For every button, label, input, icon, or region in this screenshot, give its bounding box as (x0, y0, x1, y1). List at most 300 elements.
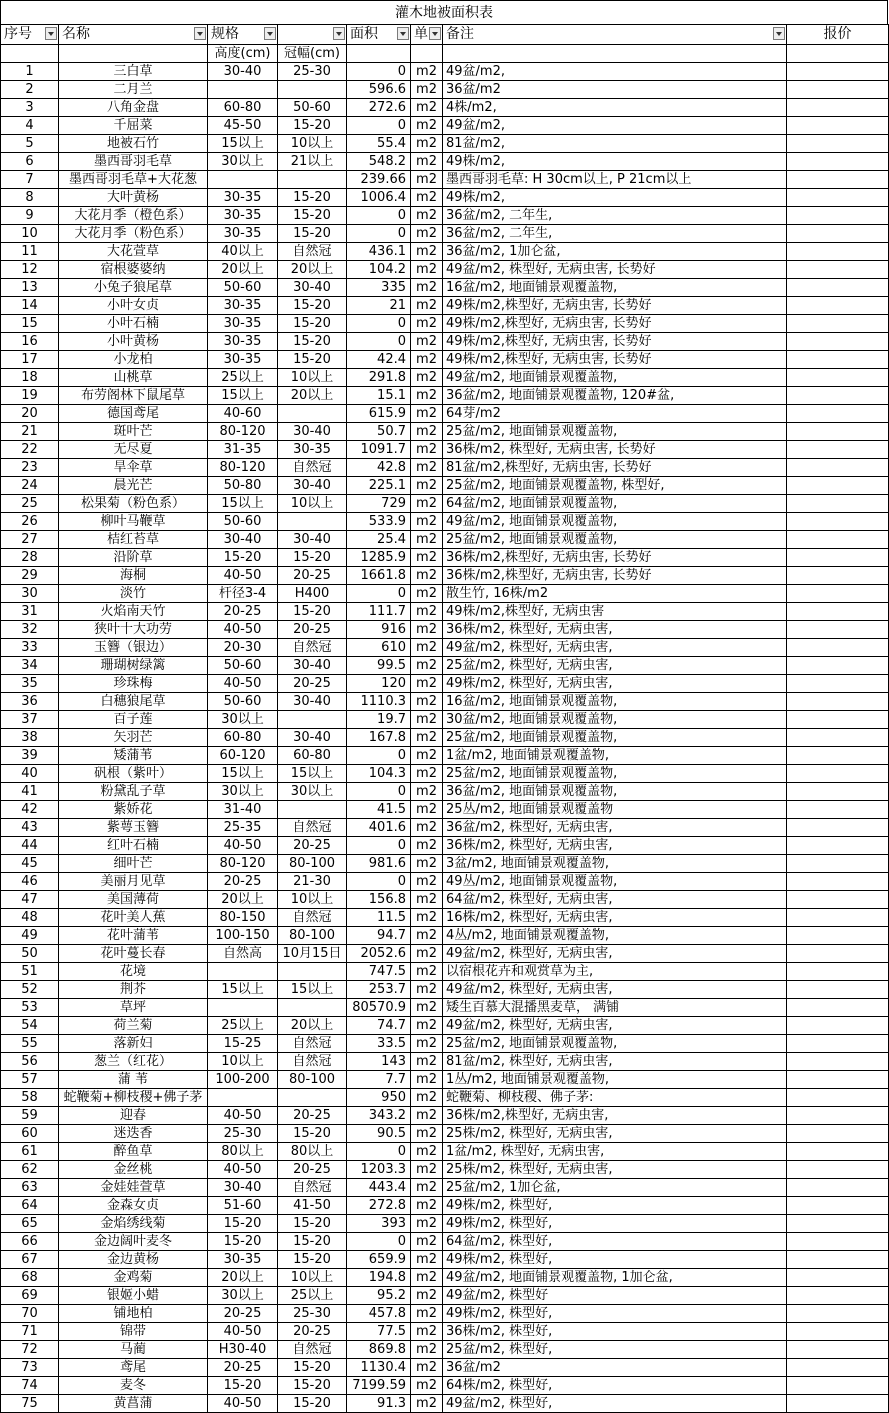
price-cell[interactable] (787, 207, 889, 225)
height-cell[interactable]: 30-35 (208, 333, 278, 351)
price-cell[interactable] (787, 1377, 889, 1395)
area-cell[interactable]: 1203.3 (347, 1161, 411, 1179)
note-cell[interactable]: 81盆/m2,株型好, 无病虫害, 长势好 (443, 459, 787, 477)
crown-cell[interactable]: 10以上 (278, 1269, 347, 1287)
name-cell[interactable]: 黄菖蒲 (59, 1395, 208, 1413)
note-cell[interactable]: 4丛/m2, 地面铺景观覆盖物, (443, 927, 787, 945)
height-cell[interactable]: 50-60 (208, 657, 278, 675)
name-cell[interactable]: 银姬小蜡 (59, 1287, 208, 1305)
height-cell[interactable]: 40-50 (208, 621, 278, 639)
area-cell[interactable]: 0 (347, 837, 411, 855)
crown-cell[interactable]: 15-20 (278, 225, 347, 243)
height-cell[interactable]: 30-35 (208, 297, 278, 315)
note-cell[interactable]: 36盆/m2, 地面铺景观覆盖物, 120#盆, (443, 387, 787, 405)
name-cell[interactable]: 金鸡菊 (59, 1269, 208, 1287)
name-cell[interactable]: 紫娇花 (59, 801, 208, 819)
seq-cell[interactable]: 17 (1, 351, 59, 369)
height-cell[interactable]: 30以上 (208, 1287, 278, 1305)
price-cell[interactable] (787, 513, 889, 531)
name-cell[interactable]: 小叶石楠 (59, 315, 208, 333)
height-cell[interactable]: 15-20 (208, 549, 278, 567)
unit-cell[interactable]: m2 (411, 351, 443, 369)
area-cell[interactable]: 457.8 (347, 1305, 411, 1323)
note-cell[interactable]: 36株/m2, 株型好, (443, 1323, 787, 1341)
name-cell[interactable]: 落新妇 (59, 1035, 208, 1053)
seq-cell[interactable]: 38 (1, 729, 59, 747)
area-cell[interactable]: 7.7 (347, 1071, 411, 1089)
price-cell[interactable] (787, 279, 889, 297)
height-cell[interactable]: 80以上 (208, 1143, 278, 1161)
name-cell[interactable]: 细叶芒 (59, 855, 208, 873)
unit-cell[interactable]: m2 (411, 1017, 443, 1035)
price-cell[interactable] (787, 945, 889, 963)
height-cell[interactable]: 25以上 (208, 369, 278, 387)
price-cell[interactable] (787, 1089, 889, 1107)
crown-cell[interactable]: 80-100 (278, 927, 347, 945)
unit-cell[interactable]: m2 (411, 1197, 443, 1215)
height-cell[interactable]: 10以上 (208, 1053, 278, 1071)
area-cell[interactable]: 143 (347, 1053, 411, 1071)
price-cell[interactable] (787, 603, 889, 621)
height-cell[interactable]: 25以上 (208, 1017, 278, 1035)
height-cell[interactable]: 50-60 (208, 513, 278, 531)
price-cell[interactable] (787, 477, 889, 495)
note-cell[interactable]: 25盆/m2, 地面铺景观覆盖物, (443, 765, 787, 783)
area-cell[interactable]: 1110.3 (347, 693, 411, 711)
note-cell[interactable]: 16盆/m2, 地面铺景观覆盖物, (443, 693, 787, 711)
height-cell[interactable]: 30-35 (208, 225, 278, 243)
price-cell[interactable] (787, 1125, 889, 1143)
area-cell[interactable]: 0 (347, 207, 411, 225)
height-cell[interactable]: 30-40 (208, 63, 278, 81)
area-cell[interactable]: 272.8 (347, 1197, 411, 1215)
header-spec[interactable] (208, 25, 278, 45)
height-cell[interactable]: 30-35 (208, 315, 278, 333)
unit-cell[interactable]: m2 (411, 1359, 443, 1377)
unit-cell[interactable]: m2 (411, 873, 443, 891)
price-cell[interactable] (787, 351, 889, 369)
crown-cell[interactable]: 60-80 (278, 747, 347, 765)
height-cell[interactable]: 45-50 (208, 117, 278, 135)
area-cell[interactable]: 94.7 (347, 927, 411, 945)
note-cell[interactable]: 30盆/m2, 地面铺景观覆盖物, (443, 711, 787, 729)
name-cell[interactable]: 紫萼玉簪 (59, 819, 208, 837)
crown-cell[interactable]: 10以上 (278, 135, 347, 153)
height-cell[interactable]: 15以上 (208, 495, 278, 513)
seq-cell[interactable]: 3 (1, 99, 59, 117)
unit-cell[interactable]: m2 (411, 783, 443, 801)
price-cell[interactable] (787, 693, 889, 711)
unit-cell[interactable]: m2 (411, 1107, 443, 1125)
crown-cell[interactable]: 30-40 (278, 693, 347, 711)
seq-cell[interactable]: 31 (1, 603, 59, 621)
unit-cell[interactable]: m2 (411, 1377, 443, 1395)
seq-cell[interactable]: 65 (1, 1215, 59, 1233)
unit-cell[interactable]: m2 (411, 1395, 443, 1413)
area-cell[interactable]: 99.5 (347, 657, 411, 675)
unit-cell[interactable]: m2 (411, 1143, 443, 1161)
name-cell[interactable]: 花叶蒲苇 (59, 927, 208, 945)
name-cell[interactable]: 墨西哥羽毛草+大花葱 (59, 171, 208, 189)
price-cell[interactable] (787, 999, 889, 1017)
area-cell[interactable]: 15.1 (347, 387, 411, 405)
note-cell[interactable]: 49盆/m2, 株型好, 无病虫害, (443, 1017, 787, 1035)
note-cell[interactable]: 1盆/m2, 株型好, 无病虫害, (443, 1143, 787, 1161)
height-cell[interactable]: 51-60 (208, 1197, 278, 1215)
seq-cell[interactable]: 71 (1, 1323, 59, 1341)
note-cell[interactable]: 36盆/m2, 地面铺景观覆盖物, (443, 783, 787, 801)
height-cell[interactable]: 30以上 (208, 711, 278, 729)
seq-cell[interactable]: 28 (1, 549, 59, 567)
note-cell[interactable]: 49盆/m2, 株型好, 无病虫害, (443, 945, 787, 963)
seq-cell[interactable]: 61 (1, 1143, 59, 1161)
name-cell[interactable]: 桔红苔草 (59, 531, 208, 549)
note-cell[interactable]: 81盆/m2, (443, 135, 787, 153)
crown-cell[interactable]: 20-25 (278, 837, 347, 855)
note-cell[interactable]: 49丛/m2, 地面铺景观覆盖物, (443, 873, 787, 891)
height-cell[interactable]: 80-120 (208, 459, 278, 477)
seq-cell[interactable]: 11 (1, 243, 59, 261)
name-cell[interactable]: 锦带 (59, 1323, 208, 1341)
area-cell[interactable]: 42.4 (347, 351, 411, 369)
area-cell[interactable]: 291.8 (347, 369, 411, 387)
note-cell[interactable]: 49株/m2, 株型好, (443, 1251, 787, 1269)
height-cell[interactable]: 60-80 (208, 729, 278, 747)
unit-cell[interactable]: m2 (411, 909, 443, 927)
crown-cell[interactable]: 21以上 (278, 153, 347, 171)
price-cell[interactable] (787, 747, 889, 765)
area-cell[interactable]: 41.5 (347, 801, 411, 819)
area-cell[interactable]: 19.7 (347, 711, 411, 729)
crown-cell[interactable]: 80以上 (278, 1143, 347, 1161)
crown-cell[interactable]: 15-20 (278, 1215, 347, 1233)
crown-cell[interactable]: 15-20 (278, 1377, 347, 1395)
name-cell[interactable]: 珍珠梅 (59, 675, 208, 693)
name-cell[interactable]: 美丽月见草 (59, 873, 208, 891)
seq-cell[interactable]: 16 (1, 333, 59, 351)
unit-cell[interactable]: m2 (411, 1305, 443, 1323)
note-cell[interactable]: 49株/m2, 株型好, (443, 1305, 787, 1323)
seq-cell[interactable]: 51 (1, 963, 59, 981)
area-cell[interactable]: 335 (347, 279, 411, 297)
name-cell[interactable]: 醉鱼草 (59, 1143, 208, 1161)
unit-cell[interactable]: m2 (411, 657, 443, 675)
seq-cell[interactable]: 23 (1, 459, 59, 477)
crown-cell[interactable]: 21-30 (278, 873, 347, 891)
height-cell[interactable]: 30-40 (208, 531, 278, 549)
name-cell[interactable]: 山桃草 (59, 369, 208, 387)
crown-cell[interactable]: 15-20 (278, 351, 347, 369)
area-cell[interactable]: 1285.9 (347, 549, 411, 567)
seq-cell[interactable]: 8 (1, 189, 59, 207)
unit-cell[interactable]: m2 (411, 1161, 443, 1179)
crown-cell[interactable]: 10月15日 (278, 945, 347, 963)
area-cell[interactable]: 401.6 (347, 819, 411, 837)
height-cell[interactable]: 31-40 (208, 801, 278, 819)
filter-dropdown-icon[interactable] (45, 27, 57, 40)
unit-cell[interactable]: m2 (411, 99, 443, 117)
subheader-empty[interactable] (787, 45, 889, 63)
seq-cell[interactable]: 57 (1, 1071, 59, 1089)
seq-cell[interactable]: 56 (1, 1053, 59, 1071)
height-cell[interactable]: 40-50 (208, 675, 278, 693)
area-cell[interactable]: 729 (347, 495, 411, 513)
seq-cell[interactable]: 73 (1, 1359, 59, 1377)
area-cell[interactable]: 981.6 (347, 855, 411, 873)
height-cell[interactable]: 20-25 (208, 1359, 278, 1377)
height-cell[interactable]: 15以上 (208, 981, 278, 999)
price-cell[interactable] (787, 1071, 889, 1089)
crown-cell[interactable]: 自然冠 (278, 243, 347, 261)
name-cell[interactable]: 白穗狼尾草 (59, 693, 208, 711)
price-cell[interactable] (787, 1341, 889, 1359)
seq-cell[interactable]: 49 (1, 927, 59, 945)
unit-cell[interactable]: m2 (411, 63, 443, 81)
name-cell[interactable]: 大花月季（橙色系） (59, 207, 208, 225)
price-cell[interactable] (787, 63, 889, 81)
name-cell[interactable]: 墨西哥羽毛草 (59, 153, 208, 171)
crown-cell[interactable]: 15-20 (278, 117, 347, 135)
name-cell[interactable]: 迷迭香 (59, 1125, 208, 1143)
area-cell[interactable]: 50.7 (347, 423, 411, 441)
note-cell[interactable]: 36株/m2,株型好, 无病虫害, (443, 1107, 787, 1125)
height-cell[interactable]: 40-50 (208, 1161, 278, 1179)
price-cell[interactable] (787, 765, 889, 783)
crown-cell[interactable]: 25以上 (278, 1287, 347, 1305)
price-cell[interactable] (787, 657, 889, 675)
area-cell[interactable]: 0 (347, 333, 411, 351)
area-cell[interactable]: 436.1 (347, 243, 411, 261)
crown-cell[interactable] (278, 405, 347, 423)
price-cell[interactable] (787, 1215, 889, 1233)
crown-cell[interactable] (278, 1089, 347, 1107)
subheader-crown[interactable]: 冠幅(cm) (278, 45, 347, 63)
seq-cell[interactable]: 4 (1, 117, 59, 135)
note-cell[interactable]: 36盆/m2, 株型好, 无病虫害, (443, 819, 787, 837)
name-cell[interactable]: 荷兰菊 (59, 1017, 208, 1035)
crown-cell[interactable]: 15以上 (278, 765, 347, 783)
unit-cell[interactable]: m2 (411, 711, 443, 729)
name-cell[interactable]: 马蔺 (59, 1341, 208, 1359)
seq-cell[interactable]: 41 (1, 783, 59, 801)
unit-cell[interactable]: m2 (411, 927, 443, 945)
height-cell[interactable]: 15-20 (208, 1215, 278, 1233)
area-cell[interactable]: 343.2 (347, 1107, 411, 1125)
unit-cell[interactable]: m2 (411, 243, 443, 261)
height-cell[interactable]: 自然高 (208, 945, 278, 963)
seq-cell[interactable]: 55 (1, 1035, 59, 1053)
note-cell[interactable]: 81盆/m2, 株型好, 无病虫害, (443, 1053, 787, 1071)
price-cell[interactable] (787, 387, 889, 405)
height-cell[interactable] (208, 81, 278, 99)
unit-cell[interactable]: m2 (411, 1323, 443, 1341)
area-cell[interactable]: 104.3 (347, 765, 411, 783)
seq-cell[interactable]: 19 (1, 387, 59, 405)
price-cell[interactable] (787, 225, 889, 243)
crown-cell[interactable]: 30-35 (278, 441, 347, 459)
height-cell[interactable]: 15以上 (208, 765, 278, 783)
seq-cell[interactable]: 64 (1, 1197, 59, 1215)
crown-cell[interactable]: 自然冠 (278, 909, 347, 927)
seq-cell[interactable]: 44 (1, 837, 59, 855)
unit-cell[interactable]: m2 (411, 297, 443, 315)
note-cell[interactable]: 36盆/m2, 1加仑盆, (443, 243, 787, 261)
note-cell[interactable]: 25盆/m2, 株型好, 无病虫害, (443, 657, 787, 675)
seq-cell[interactable]: 63 (1, 1179, 59, 1197)
seq-cell[interactable]: 42 (1, 801, 59, 819)
area-cell[interactable]: 0 (347, 783, 411, 801)
note-cell[interactable]: 64盆/m2, 株型好, 无病虫害, (443, 891, 787, 909)
crown-cell[interactable] (278, 81, 347, 99)
crown-cell[interactable]: 自然冠 (278, 639, 347, 657)
price-cell[interactable] (787, 1233, 889, 1251)
price-cell[interactable] (787, 405, 889, 423)
name-cell[interactable]: 蛇鞭菊+柳枝稷+佛子茅 (59, 1089, 208, 1107)
crown-cell[interactable]: 15-20 (278, 189, 347, 207)
seq-cell[interactable]: 18 (1, 369, 59, 387)
unit-cell[interactable]: m2 (411, 1287, 443, 1305)
unit-cell[interactable]: m2 (411, 801, 443, 819)
seq-cell[interactable]: 35 (1, 675, 59, 693)
name-cell[interactable]: 二月兰 (59, 81, 208, 99)
name-cell[interactable]: 金森女贞 (59, 1197, 208, 1215)
seq-cell[interactable]: 27 (1, 531, 59, 549)
crown-cell[interactable] (278, 711, 347, 729)
area-cell[interactable]: 615.9 (347, 405, 411, 423)
price-cell[interactable] (787, 1395, 889, 1413)
price-cell[interactable] (787, 891, 889, 909)
crown-cell[interactable]: 20-25 (278, 1107, 347, 1125)
unit-cell[interactable]: m2 (411, 603, 443, 621)
header-price[interactable]: 报价 (787, 25, 889, 45)
price-cell[interactable] (787, 243, 889, 261)
name-cell[interactable]: 金娃娃萱草 (59, 1179, 208, 1197)
price-cell[interactable] (787, 171, 889, 189)
header-spec-2[interactable] (278, 25, 347, 45)
price-cell[interactable] (787, 981, 889, 999)
note-cell[interactable]: 36盆/m2, 二年生, (443, 225, 787, 243)
note-cell[interactable]: 49株/m2, (443, 153, 787, 171)
unit-cell[interactable]: m2 (411, 1071, 443, 1089)
name-cell[interactable]: 麦冬 (59, 1377, 208, 1395)
price-cell[interactable] (787, 837, 889, 855)
area-cell[interactable]: 747.5 (347, 963, 411, 981)
name-cell[interactable]: 蒲 苇 (59, 1071, 208, 1089)
name-cell[interactable]: 柳叶马鞭草 (59, 513, 208, 531)
name-cell[interactable]: 荆芥 (59, 981, 208, 999)
price-cell[interactable] (787, 711, 889, 729)
price-cell[interactable] (787, 549, 889, 567)
note-cell[interactable]: 49盆/m2, 地面铺景观覆盖物, 1加仑盆, (443, 1269, 787, 1287)
unit-cell[interactable]: m2 (411, 567, 443, 585)
unit-cell[interactable]: m2 (411, 189, 443, 207)
height-cell[interactable]: 50-80 (208, 477, 278, 495)
price-cell[interactable] (787, 1359, 889, 1377)
area-cell[interactable]: 90.5 (347, 1125, 411, 1143)
name-cell[interactable]: 小叶黄杨 (59, 333, 208, 351)
price-cell[interactable] (787, 441, 889, 459)
note-cell[interactable]: 49株/m2,株型好, 无病虫害, 长势好 (443, 297, 787, 315)
unit-cell[interactable]: m2 (411, 225, 443, 243)
name-cell[interactable]: 火焰南天竹 (59, 603, 208, 621)
height-cell[interactable] (208, 171, 278, 189)
unit-cell[interactable]: m2 (411, 1179, 443, 1197)
area-cell[interactable]: 0 (347, 585, 411, 603)
area-cell[interactable]: 950 (347, 1089, 411, 1107)
price-cell[interactable] (787, 81, 889, 99)
name-cell[interactable]: 金边阔叶麦冬 (59, 1233, 208, 1251)
name-cell[interactable]: 小兔子狼尾草 (59, 279, 208, 297)
seq-cell[interactable]: 5 (1, 135, 59, 153)
height-cell[interactable]: H30-40 (208, 1341, 278, 1359)
name-cell[interactable]: 地被石竹 (59, 135, 208, 153)
name-cell[interactable]: 沿阶草 (59, 549, 208, 567)
crown-cell[interactable]: 自然冠 (278, 1341, 347, 1359)
name-cell[interactable]: 百子莲 (59, 711, 208, 729)
unit-cell[interactable]: m2 (411, 639, 443, 657)
area-cell[interactable]: 42.8 (347, 459, 411, 477)
price-cell[interactable] (787, 423, 889, 441)
note-cell[interactable]: 49盆/m2, 地面铺景观覆盖物, (443, 369, 787, 387)
unit-cell[interactable]: m2 (411, 585, 443, 603)
crown-cell[interactable]: 80-100 (278, 1071, 347, 1089)
name-cell[interactable]: 金丝桃 (59, 1161, 208, 1179)
price-cell[interactable] (787, 1305, 889, 1323)
seq-cell[interactable]: 40 (1, 765, 59, 783)
price-cell[interactable] (787, 783, 889, 801)
price-cell[interactable] (787, 1053, 889, 1071)
unit-cell[interactable]: m2 (411, 1053, 443, 1071)
note-cell[interactable]: 49盆/m2, 株型好, 无病虫害, (443, 639, 787, 657)
seq-cell[interactable]: 22 (1, 441, 59, 459)
seq-cell[interactable]: 26 (1, 513, 59, 531)
price-cell[interactable] (787, 1143, 889, 1161)
price-cell[interactable] (787, 1323, 889, 1341)
header-unit[interactable] (411, 25, 443, 45)
seq-cell[interactable]: 32 (1, 621, 59, 639)
crown-cell[interactable]: 20以上 (278, 261, 347, 279)
crown-cell[interactable]: 80-100 (278, 855, 347, 873)
crown-cell[interactable]: 15-20 (278, 1359, 347, 1377)
area-cell[interactable]: 194.8 (347, 1269, 411, 1287)
name-cell[interactable]: 大花萱草 (59, 243, 208, 261)
name-cell[interactable]: 红叶石楠 (59, 837, 208, 855)
name-cell[interactable]: 铺地柏 (59, 1305, 208, 1323)
unit-cell[interactable]: m2 (411, 621, 443, 639)
seq-cell[interactable]: 6 (1, 153, 59, 171)
subheader-empty[interactable] (443, 45, 787, 63)
crown-cell[interactable]: 15-20 (278, 549, 347, 567)
subheader-empty[interactable] (59, 45, 208, 63)
seq-cell[interactable]: 62 (1, 1161, 59, 1179)
seq-cell[interactable]: 70 (1, 1305, 59, 1323)
name-cell[interactable]: 三白草 (59, 63, 208, 81)
name-cell[interactable]: 八角金盘 (59, 99, 208, 117)
price-cell[interactable] (787, 1251, 889, 1269)
area-cell[interactable]: 225.1 (347, 477, 411, 495)
name-cell[interactable]: 鸢尾 (59, 1359, 208, 1377)
note-cell[interactable]: 1盆/m2, 地面铺景观覆盖物, (443, 747, 787, 765)
area-cell[interactable]: 0 (347, 315, 411, 333)
crown-cell[interactable]: 20-25 (278, 621, 347, 639)
area-cell[interactable]: 659.9 (347, 1251, 411, 1269)
height-cell[interactable]: 50-60 (208, 279, 278, 297)
name-cell[interactable]: 德国鸢尾 (59, 405, 208, 423)
note-cell[interactable]: 矮生百慕大混播黑麦草， 满铺 (443, 999, 787, 1017)
filter-dropdown-icon[interactable] (429, 27, 441, 40)
area-cell[interactable]: 869.8 (347, 1341, 411, 1359)
unit-cell[interactable]: m2 (411, 495, 443, 513)
